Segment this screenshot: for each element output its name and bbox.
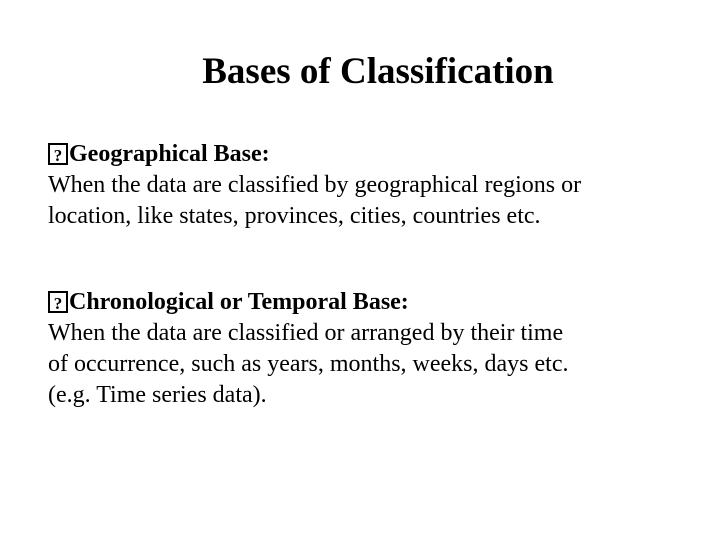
section-body-line: location, like states, provinces, cities, countries etc. (48, 203, 541, 229)
section-body-line: (e.g. Time series data). (48, 382, 267, 408)
section-heading-row (48, 139, 688, 170)
section-geographical (48, 139, 688, 232)
section-body-line: When the data are classified or arranged by their time (48, 320, 564, 346)
section-heading-row (48, 287, 688, 318)
section-heading: Chronological or Temporal Base: (69, 289, 409, 315)
section-body-line: of occurrence, such as years, months, weeks, days etc. (48, 351, 569, 377)
section-chronological (48, 287, 688, 411)
slide-title: Bases of Classification (202, 51, 554, 92)
missing-glyph-bullet-icon (48, 143, 68, 165)
section-body-line: When the data are classified by geographical regions or (48, 172, 582, 198)
missing-glyph-bullet-icon (48, 291, 68, 313)
section-heading: Geographical Base: (69, 141, 270, 167)
